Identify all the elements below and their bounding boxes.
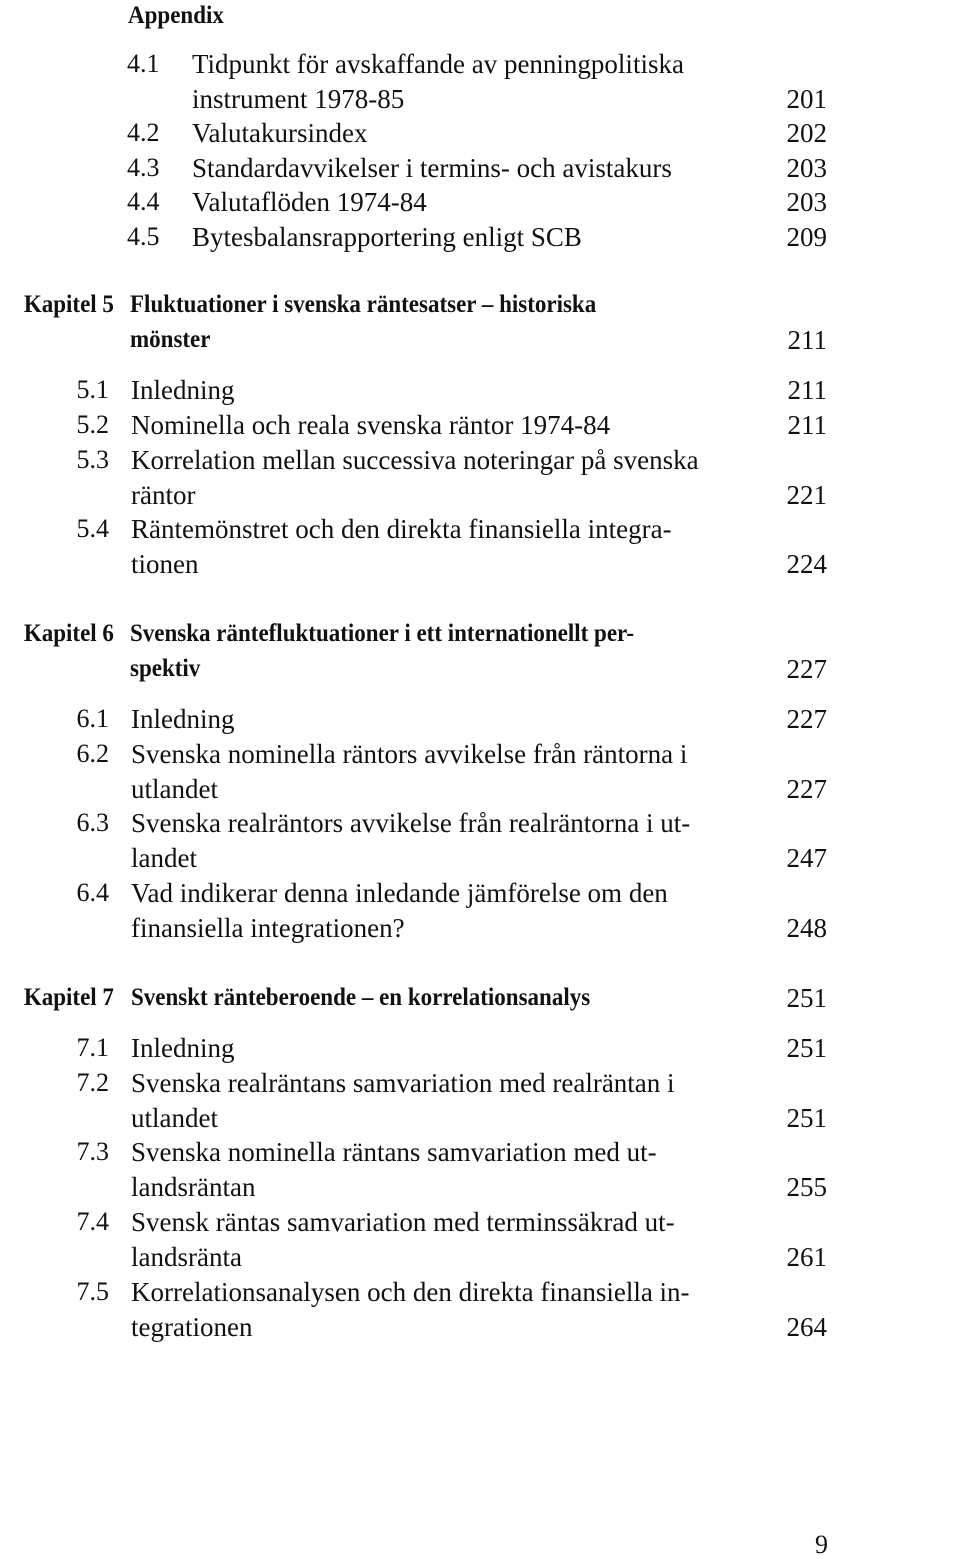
section-title: Valutakursindex [192, 118, 368, 148]
section-title: landet [131, 843, 197, 873]
page-number: 221 [786, 480, 827, 510]
section-title: Vad indikerar denna inledande jämförelse om den [131, 878, 668, 908]
page-number: 203 [786, 153, 827, 183]
section-title: landsräntan [131, 1172, 256, 1202]
section-title: Bytesbalansrapportering enligt SCB [192, 222, 582, 252]
section-title: utlandet [131, 774, 218, 804]
page-number: 211 [787, 410, 827, 440]
page-number: 211 [787, 325, 827, 355]
page-number: 248 [786, 913, 827, 943]
section-number: 4.3 [127, 153, 160, 182]
section-title: tegrationen [131, 1312, 253, 1342]
section-title: Svenska nominella räntans samvariation med ut- [131, 1137, 657, 1167]
section-title: utlandet [131, 1103, 218, 1133]
section-number: 7.4 [76, 1207, 109, 1236]
section-title: Inledning [131, 704, 235, 734]
section-number: 5.4 [76, 514, 109, 543]
section-title: Inledning [131, 1033, 235, 1063]
appendix-heading: Appendix [128, 2, 224, 29]
section-title: finansiella integrationen? [131, 913, 405, 943]
page-number: 264 [786, 1312, 827, 1342]
chapter-label: Kapitel 6 [23, 620, 114, 647]
page-number: 227 [786, 704, 827, 734]
section-number: 7.3 [76, 1137, 109, 1166]
section-number: 5.1 [76, 375, 109, 404]
chapter-title: Svenska räntefluktuationer i ett internationellt per- [130, 620, 635, 647]
section-title: tionen [131, 549, 199, 579]
section-title: Korrelationsanalysen och den direkta finansiella in- [131, 1277, 690, 1307]
page-number: 247 [786, 843, 827, 873]
section-title: Standardavvikelser i termins- och avistakurs [192, 153, 672, 183]
section-title: räntor [131, 480, 196, 510]
section-number: 7.2 [76, 1068, 109, 1097]
section-title: Svenska nominella räntors avvikelse från räntorna i [131, 739, 688, 769]
chapter-label: Kapitel 7 [23, 984, 114, 1011]
page-number: 211 [787, 375, 827, 405]
section-title: Nominella och reala svenska räntor 1974-84 [131, 410, 611, 440]
folio-page-number: 9 [815, 1530, 828, 1559]
chapter-title: spektiv [130, 655, 201, 682]
section-number: 6.3 [76, 808, 109, 837]
page-number: 227 [786, 774, 827, 804]
chapter-title: mönster [130, 326, 211, 353]
section-number: 6.4 [76, 878, 109, 907]
section-title: instrument 1978-85 [192, 84, 405, 114]
page-number: 255 [786, 1172, 827, 1202]
section-number: 5.3 [76, 445, 109, 474]
section-title: Inledning [131, 375, 235, 405]
section-title: Svensk räntas samvariation med terminssäkrad ut- [131, 1207, 675, 1237]
page-number: 202 [786, 118, 827, 148]
page-number: 209 [786, 222, 827, 252]
page-number: 224 [786, 549, 827, 579]
page-number: 251 [786, 983, 827, 1013]
chapter-label: Kapitel 5 [23, 291, 114, 318]
page-number: 227 [786, 654, 827, 684]
chapter-title: Fluktuationer i svenska räntesatser – historiska [130, 291, 597, 318]
section-title: Valutaflöden 1974-84 [192, 187, 427, 217]
page-number: 251 [786, 1033, 827, 1063]
page-number: 201 [786, 84, 827, 114]
section-number: 4.4 [127, 187, 160, 216]
section-title: Korrelation mellan successiva noteringar på svenska [131, 445, 699, 475]
page-number: 261 [786, 1242, 827, 1272]
section-number: 6.1 [76, 704, 109, 733]
section-number: 5.2 [76, 410, 109, 439]
chapter-title: Svenskt ränteberoende – en korrelationsanalys [131, 984, 591, 1011]
section-title: Räntemönstret och den direkta finansiella integra- [131, 514, 672, 544]
section-number: 6.2 [76, 739, 109, 768]
section-number: 7.1 [76, 1033, 109, 1062]
section-number: 4.2 [127, 118, 160, 147]
section-title: Svenska realräntors avvikelse från realräntorna i ut- [131, 808, 691, 838]
page-number: 203 [786, 187, 827, 217]
section-title: Svenska realräntans samvariation med realräntan i [131, 1068, 675, 1098]
section-title: Tidpunkt för avskaffande av penningpolitiska [192, 49, 684, 79]
section-title: landsränta [131, 1242, 242, 1272]
page-number: 251 [786, 1103, 827, 1133]
section-number: 4.5 [127, 222, 160, 251]
section-number: 7.5 [76, 1277, 109, 1306]
section-number: 4.1 [127, 49, 160, 78]
